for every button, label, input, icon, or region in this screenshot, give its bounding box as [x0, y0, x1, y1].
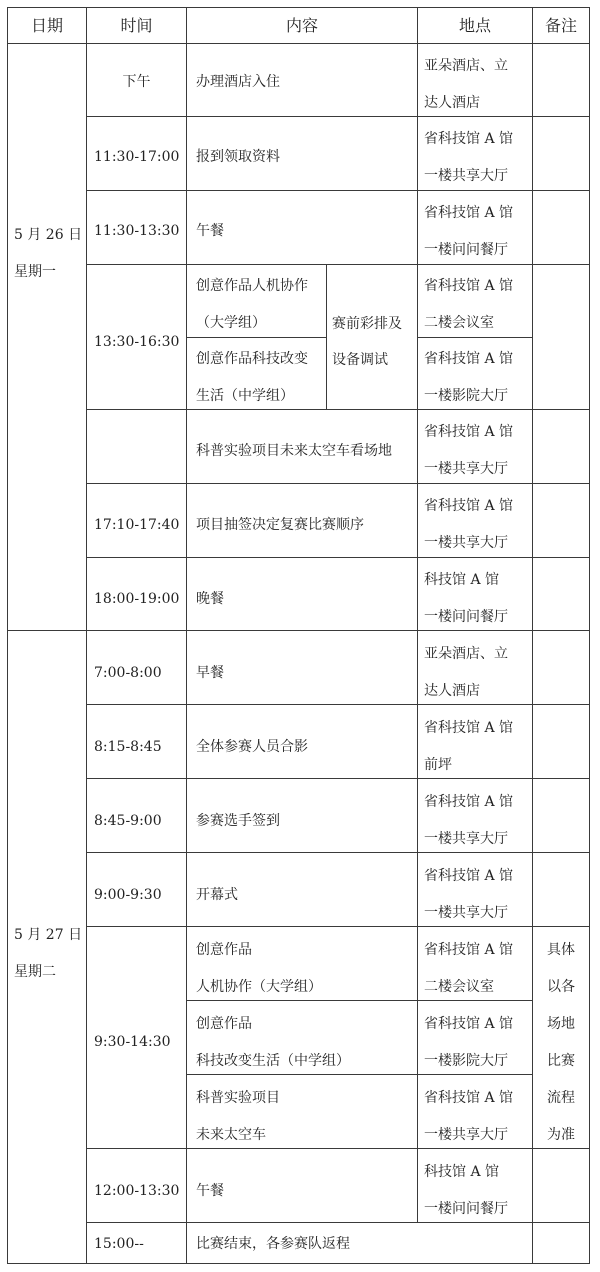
d1r7-content: 晚餐 — [196, 591, 224, 607]
d1r4-side-line1: 赛前彩排及 — [332, 316, 402, 332]
d2r5-item1-line2: 人机协作（大学组） — [196, 979, 322, 995]
d1r5-content: 科普实验项目未来太空车看场地 — [196, 443, 392, 459]
d1r1-content: 办理酒店入住 — [196, 74, 280, 90]
d2r5-item2-line1: 创意作品 — [196, 1016, 252, 1032]
d1r4-time: 13:30-16:30 — [94, 334, 180, 350]
d1r2-place2: 一楼共享大厅 — [424, 168, 508, 184]
d1r4-sub2-line2: 生活（中学组） — [196, 388, 294, 404]
d1r5-place2: 一楼共享大厅 — [424, 461, 508, 477]
d1r2-place1: 省科技馆 A 馆 — [424, 131, 514, 147]
header-note: 备注 — [544, 16, 577, 35]
d2r5-item2-line2: 科技改变生活（中学组） — [196, 1053, 350, 1069]
header-place: 地点 — [458, 16, 491, 35]
note-line3: 场地 — [547, 1016, 575, 1032]
d2r2-place2: 前坪 — [424, 757, 452, 773]
d1r2-content: 报到领取资料 — [196, 149, 280, 165]
d1r1-place2: 达人酒店 — [424, 95, 480, 111]
d1r4-placeB1: 省科技馆 A 馆 — [424, 351, 514, 367]
d1r3-place1: 省科技馆 A 馆 — [424, 205, 514, 221]
d2r6-place2: 一楼问问餐厅 — [424, 1201, 508, 1217]
d2r1-content: 早餐 — [196, 665, 224, 681]
d1r1-place1: 亚朵酒店、立 — [424, 58, 508, 74]
d2r5-item1-line1: 创意作品 — [196, 942, 252, 958]
d1r7-place2: 一楼问问餐厅 — [424, 609, 508, 625]
d2r1-time: 7:00-8:00 — [94, 665, 162, 681]
header-time: 时间 — [120, 16, 153, 35]
d1r4-placeB2: 一楼影院大厅 — [424, 388, 508, 404]
day2-weekday: 星期二 — [14, 964, 56, 980]
note-line5: 流程 — [547, 1090, 575, 1106]
d2r7-content: 比赛结束，各参赛队返程 — [196, 1236, 350, 1252]
note-line6: 为准 — [547, 1127, 575, 1143]
d2r3-place1: 省科技馆 A 馆 — [424, 794, 514, 810]
d1r3-place2: 一楼问问餐厅 — [424, 242, 508, 258]
d2r4-place1: 省科技馆 A 馆 — [424, 868, 514, 884]
d2r2-content: 全体参赛人员合影 — [196, 739, 308, 755]
d1r4-sub1-line2: （大学组） — [196, 315, 266, 331]
d2r5-item2-place1: 省科技馆 A 馆 — [424, 1016, 514, 1032]
d2r5-item3-line1: 科普实验项目 — [196, 1090, 280, 1106]
d2r2-time: 8:15-8:45 — [94, 739, 162, 755]
d2r6-place1: 科技馆 A 馆 — [424, 1164, 500, 1180]
d2r5-item3-place1: 省科技馆 A 馆 — [424, 1090, 514, 1106]
d1r4-sub2-line1: 创意作品科技改变 — [196, 351, 308, 367]
note-line4: 比赛 — [547, 1053, 575, 1069]
d2r5-item1-place2: 二楼会议室 — [424, 979, 494, 995]
d1r6-place2: 一楼共享大厅 — [424, 535, 508, 551]
d1r2-time: 11:30-17:00 — [94, 149, 180, 165]
d2r4-place2: 一楼共享大厅 — [424, 905, 508, 921]
header-date: 日期 — [30, 16, 63, 35]
d2r4-content: 开幕式 — [196, 887, 238, 903]
d1r6-content: 项目抽签决定复赛比赛顺序 — [196, 517, 364, 533]
d1r6-place1: 省科技馆 A 馆 — [424, 498, 514, 514]
d1r1-time: 下午 — [122, 74, 151, 90]
d2r3-place2: 一楼共享大厅 — [424, 831, 508, 847]
d1r6-time: 17:10-17:40 — [94, 517, 180, 533]
d1r7-place1: 科技馆 A 馆 — [424, 572, 500, 588]
d2r5-item3-place2: 一楼共享大厅 — [424, 1127, 508, 1143]
d2r3-time: 8:45-9:00 — [94, 813, 162, 829]
d1r7-time: 18:00-19:00 — [94, 591, 180, 607]
d2r2-place1: 省科技馆 A 馆 — [424, 720, 514, 736]
day2-date: 5 月 27 日 — [14, 927, 83, 943]
d2r6-content: 午餐 — [196, 1183, 224, 1199]
d1r3-content: 午餐 — [196, 223, 224, 239]
d2r6-time: 12:00-13:30 — [94, 1183, 180, 1199]
d1r4-placeA1: 省科技馆 A 馆 — [424, 278, 514, 294]
day1-date: 5 月 26 日 — [14, 227, 83, 243]
d1r4-sub1-line1: 创意作品人机协作 — [196, 278, 308, 294]
d1r4-side-line2: 设备调试 — [332, 352, 388, 368]
d2r7-time: 15:00-- — [94, 1236, 144, 1252]
d2r4-time: 9:00-9:30 — [94, 887, 162, 903]
d2r5-item1-place1: 省科技馆 A 馆 — [424, 942, 514, 958]
d2r3-content: 参赛选手签到 — [196, 813, 280, 829]
d2r5-item2-place2: 一楼影院大厅 — [424, 1053, 508, 1069]
d2r5-item3-line2: 未来太空车 — [196, 1127, 266, 1143]
d1r3-time: 11:30-13:30 — [94, 223, 180, 239]
d2r1-place2: 达人酒店 — [424, 683, 480, 699]
d2r5-time: 9:30-14:30 — [94, 1034, 171, 1050]
note-line2: 以各 — [547, 979, 575, 995]
note-line1: 具体 — [547, 942, 575, 958]
header-content: 内容 — [285, 16, 318, 35]
day1-weekday: 星期一 — [14, 264, 56, 280]
d1r5-place1: 省科技馆 A 馆 — [424, 424, 514, 440]
d1r4-placeA2: 二楼会议室 — [424, 315, 494, 331]
d2r1-place1: 亚朵酒店、立 — [424, 646, 508, 662]
